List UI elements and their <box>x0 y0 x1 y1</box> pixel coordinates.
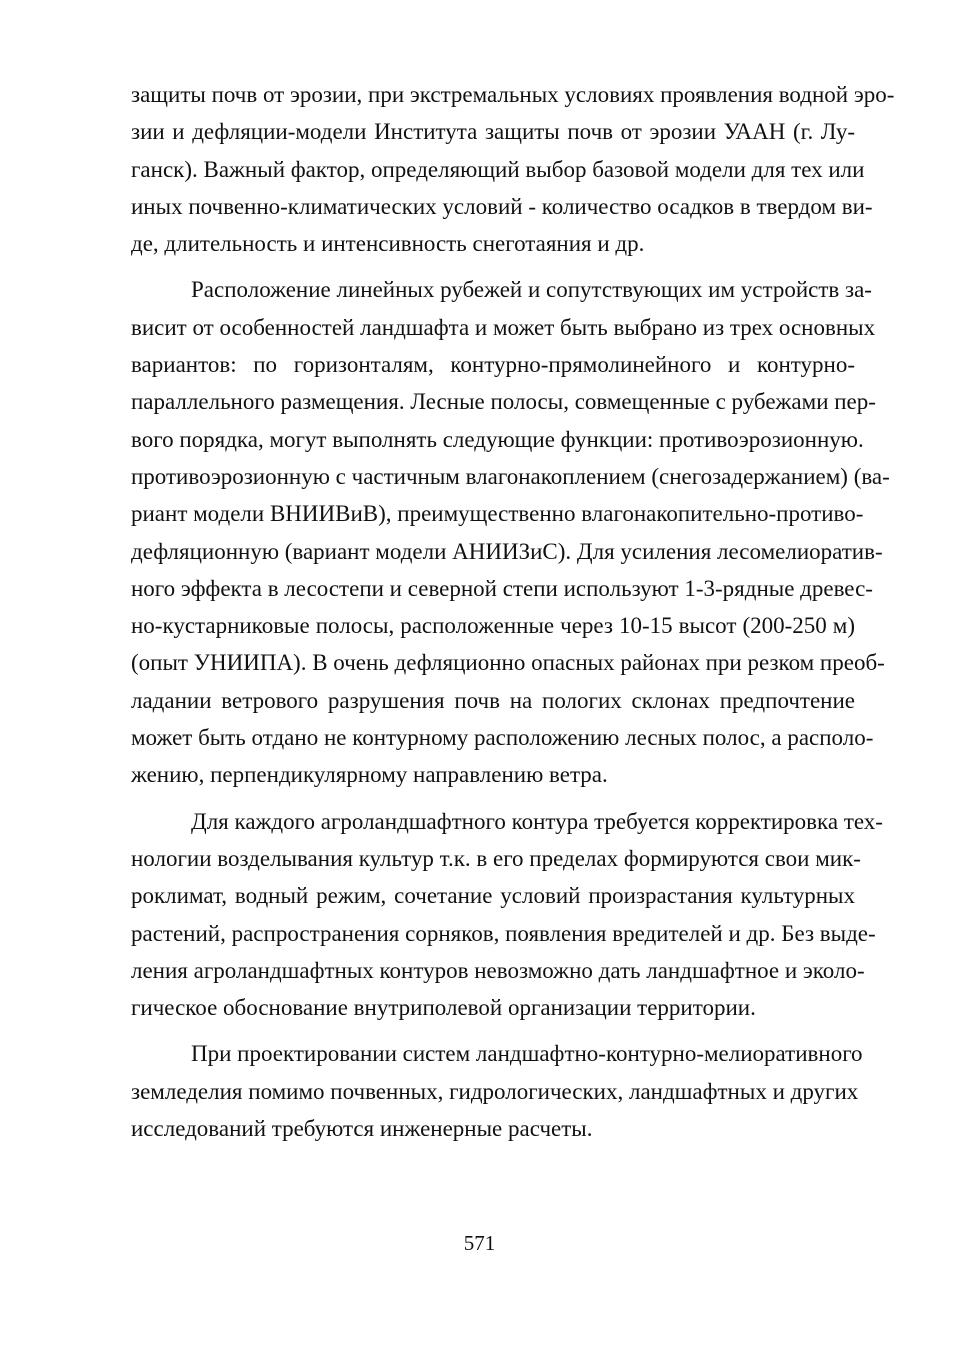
text-line: вого порядка, могут выполнять следующие функции: противоэрозионную. <box>131 426 864 452</box>
text-line: жению, перпендикулярному направлению ветра. <box>131 762 608 788</box>
text-line: нологии возделывания культур т.к. в его пределах формируются свои мик- <box>131 845 861 871</box>
text-line: дефляционную (вариант модели АНИИЗиС). Для усиления лесомелиоратив- <box>131 538 883 564</box>
paragraph-1 <box>131 76 895 262</box>
paragraph-3 <box>131 803 883 1027</box>
text-line: но-кустарниковые полосы, расположенные через 10-15 высот (200-250 м) <box>131 613 855 639</box>
text-line: (опыт УНИИПА). В очень дефляционно опасных районах при резком преоб- <box>131 650 885 676</box>
text-line: Расположение линейных рубежей и сопутствующих им устройств за- <box>191 277 872 303</box>
text-line: защиты почв от эрозии, при экстремальных условиях проявления водной эро- <box>131 82 895 107</box>
paragraph-gap <box>131 262 855 271</box>
text-line: вариантов: по горизонталям, контурно-прямолинейного и контурно- <box>131 352 855 378</box>
text-line: висит от особенностей ландшафта и может быть выбрано из трех основных <box>131 314 876 340</box>
text-line: противоэрозионную с частичным влагонакоплением (снегозадержанием) (ва- <box>131 463 890 489</box>
text-line: ганск). Важный фактор, определяющий выбор базовой модели для тех или <box>131 156 865 182</box>
text-line: иных почвенно-климатических условий - количество осадков в твердом ви- <box>131 193 873 219</box>
text-line: зии и дефляции-модели Института защиты почв от эрозии УААН (г. Лу- <box>131 119 855 145</box>
paragraph-4 <box>131 1035 863 1147</box>
text-line: исследований требуются инженерные расчеты. <box>131 1116 593 1142</box>
paragraph-2 <box>131 271 890 793</box>
body-text <box>131 76 895 1147</box>
text-line: ления агроландшафтных контуров невозможно дать ландшафтное и эколо- <box>131 957 865 983</box>
text-line: ного эффекта в лесостепи и северной степи используют 1-3-рядные древес- <box>131 575 873 601</box>
text-line: растений, распространения сорняков, появления вредителей и др. Без выде- <box>131 920 876 946</box>
text-line: ладании ветрового разрушения почв на пологих склонах предпочтение <box>131 687 855 713</box>
text-line: Для каждого агроландшафтного контура требуется корректировка тех- <box>191 808 883 834</box>
paragraph-gap <box>131 794 855 803</box>
text-line: может быть отдано не контурному расположению лесных полос, а располо- <box>131 725 874 751</box>
paragraph-gap <box>131 1026 855 1035</box>
text-line: гическое обоснование внутриполевой организации территории. <box>131 995 756 1021</box>
text-line: роклимат, водный режим, сочетание условий произрастания культурных <box>131 883 855 909</box>
text-line: риант модели ВНИИВиВ), преимущественно влагонакопительно-противо- <box>131 501 864 527</box>
page-number: 571 <box>463 1231 496 1255</box>
text-line: земледелия помимо почвенных, гидрологических, ландшафтных и других <box>131 1078 859 1104</box>
text-line: При проектировании систем ландшафтно-контурно-мелиоративного <box>191 1041 863 1067</box>
text-line: де, длительность и интенсивность снеготаяния и др. <box>131 231 645 257</box>
text-line: параллельного размещения. Лесные полосы, совмещенные с рубежами пер- <box>131 389 876 415</box>
